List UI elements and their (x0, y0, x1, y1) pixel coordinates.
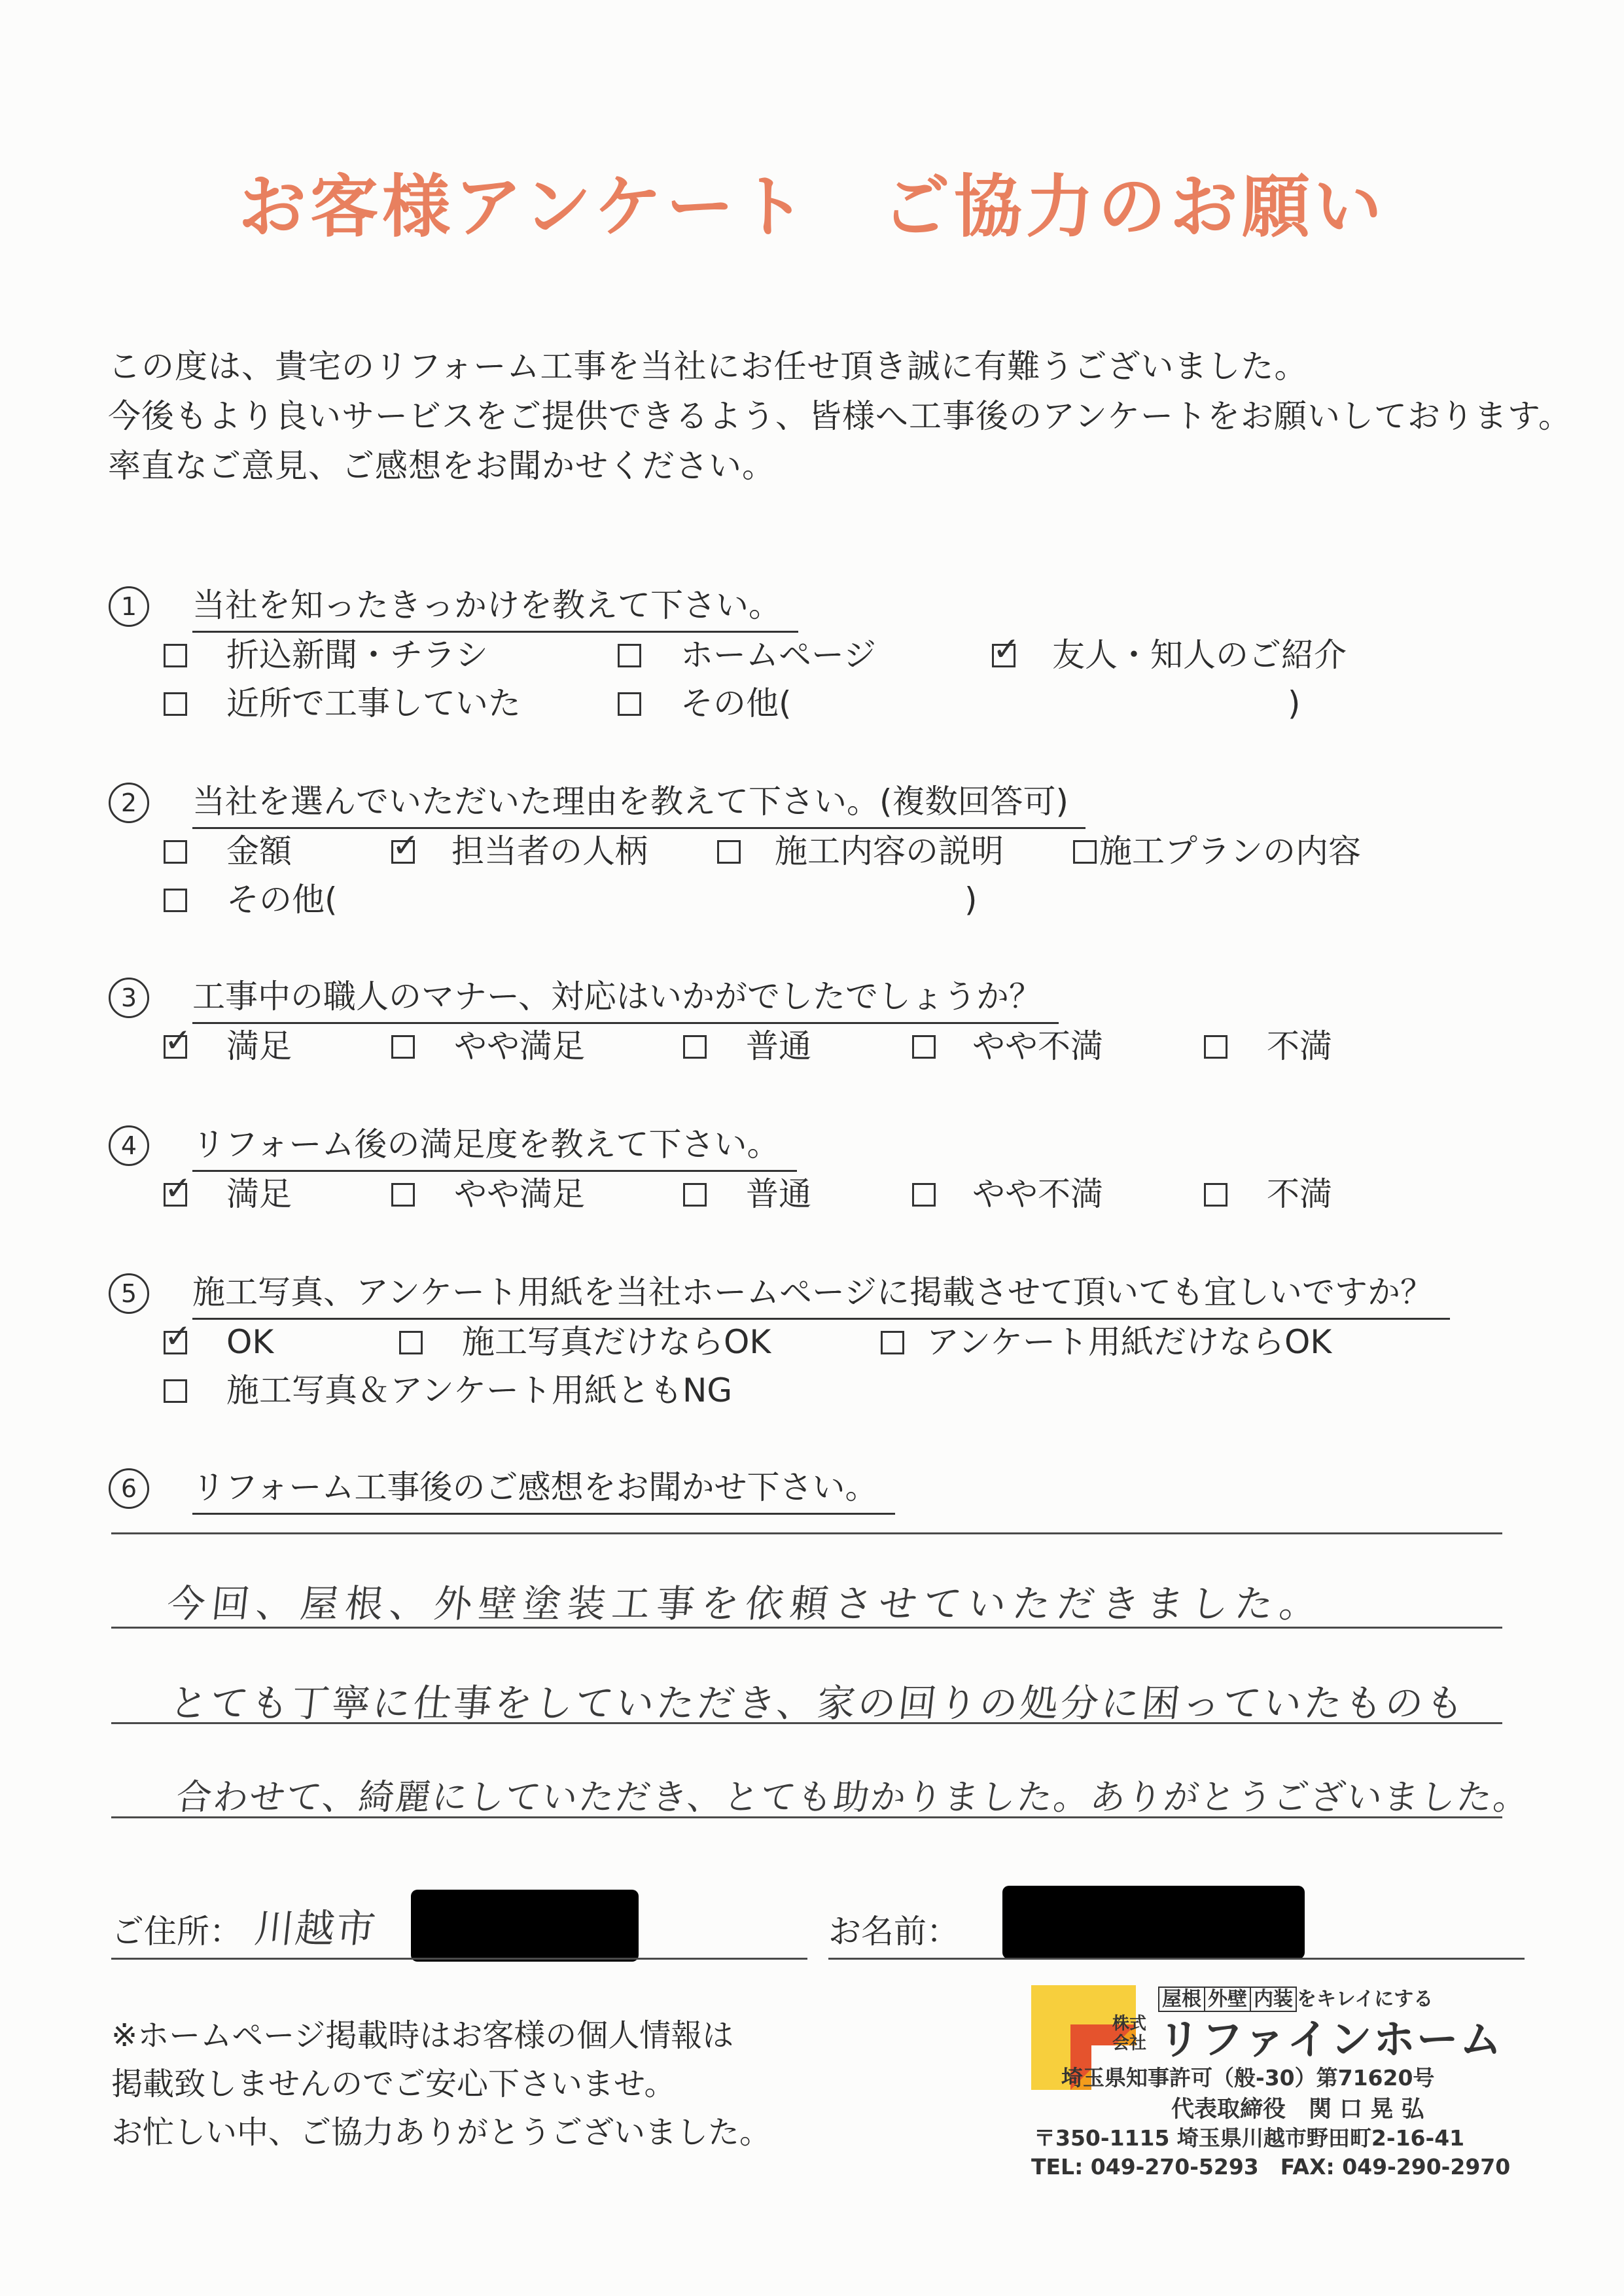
option-label: 折込新聞・チラシ (226, 636, 488, 674)
checkbox[interactable] (1204, 1035, 1227, 1059)
checkbox[interactable] (881, 1331, 904, 1354)
option-label: 施工写真だけならOK (462, 1323, 771, 1361)
checkbox[interactable] (391, 1183, 415, 1207)
company-representative: 代表取締役 関 口 晃 弘 (1171, 2096, 1424, 2123)
option-label: 友人・知人のご紹介 (1052, 636, 1347, 674)
intro-line-2: 今後もより良いサービスをご提供できるよう、皆様へ工事後のアンケートをお願いしております。 (108, 397, 1572, 435)
checkbox[interactable] (717, 840, 741, 864)
question-text: 当社を選んでいただいた理由を教えて下さい。(複数回答可) (192, 780, 1086, 829)
name-line (828, 1958, 1525, 1960)
tagline-text: をキレイにする (1297, 1988, 1434, 2011)
question-number: 3 (109, 978, 149, 1018)
checkbox[interactable] (1204, 1183, 1227, 1207)
checkbox[interactable] (164, 692, 187, 716)
option-label: 近所で工事していた (226, 684, 521, 722)
answer-handwriting-3: 合わせて、綺麗にしていただき、とても助かりました。ありがとうございました。 (174, 1776, 1532, 1818)
checkbox-checked[interactable] (164, 1169, 192, 1207)
option-label: やや不満 (972, 1027, 1103, 1065)
question-1 (109, 584, 1548, 636)
answer-handwriting-2: とても丁寧に仕事をしていただき、家の回りの処分に困っていたものも (167, 1681, 1469, 1725)
option-label: やや満足 (454, 1027, 585, 1065)
option-label: 不満 (1267, 1175, 1332, 1213)
option-label: 金額 (226, 832, 292, 870)
question-3 (109, 975, 1548, 1027)
q1-other-close: ) (1288, 684, 1301, 722)
intro-line-3: 率直なご意見、ご感想をお聞かせください。 (108, 447, 775, 485)
note-line-3: お忙しい中、ご協力ありがとうございました。 (111, 2114, 771, 2151)
checkbox[interactable] (164, 889, 187, 912)
option-label: 施工内容の説明 (775, 832, 1004, 870)
address-label: ご住所： (111, 1913, 242, 1951)
checkbox[interactable] (164, 1379, 187, 1403)
question-number: 4 (109, 1125, 149, 1166)
option-label: 普通 (746, 1175, 811, 1213)
option-label: 普通 (746, 1027, 811, 1065)
address-line (111, 1958, 807, 1960)
option-label: 施工写真＆アンケート用紙ともNG (226, 1371, 733, 1409)
question-4 (109, 1123, 1548, 1175)
checkbox-checked[interactable] (164, 1021, 192, 1059)
name-label: お名前： (828, 1913, 959, 1951)
question-text: 施工写真、アンケート用紙を当社ホームページに掲載させて頂いても宜しいですか？ (192, 1271, 1450, 1320)
option-label: その他( (680, 684, 792, 722)
note-line-2: 掲載致しませんのでご安心下さいませ。 (111, 2066, 676, 2102)
checkbox[interactable] (399, 1331, 423, 1354)
option-label: 施工プランの内容 (1099, 832, 1361, 870)
question-6 (109, 1466, 1548, 1518)
option-label: 担当者の人柄 (451, 832, 648, 870)
company-corp-type: 株式会社 (1112, 2014, 1147, 2053)
option-label: 不満 (1267, 1027, 1332, 1065)
check-mark-icon: ✓ (164, 1021, 192, 1059)
address-redaction (411, 1890, 639, 1962)
option-label: 満足 (226, 1175, 292, 1213)
checkbox[interactable] (912, 1183, 936, 1207)
question-number: 1 (109, 586, 149, 627)
question-2 (109, 780, 1548, 832)
option-label: やや満足 (454, 1175, 585, 1213)
checkbox[interactable] (618, 644, 641, 667)
option-label: OK (226, 1323, 274, 1361)
option-label: やや不満 (972, 1175, 1103, 1213)
tagline-box-interior: 内装 (1251, 1987, 1297, 2012)
checkbox[interactable] (164, 644, 187, 667)
checkbox[interactable] (912, 1035, 936, 1059)
question-number: 5 (109, 1273, 149, 1314)
question-text: 工事中の職人のマナー、対応はいかがでしたでしょうか？ (192, 975, 1059, 1024)
checkbox-checked[interactable] (391, 826, 419, 864)
q2-other-close: ) (964, 881, 978, 919)
checkbox[interactable] (164, 840, 187, 864)
check-mark-icon: ✓ (164, 1317, 192, 1355)
checkbox[interactable] (683, 1035, 707, 1059)
question-text: リフォーム工事後のご感想をお聞かせ下さい。 (192, 1466, 895, 1515)
note-line-1: ※ホームページ掲載時はお客様の個人情報は (111, 2017, 734, 2054)
check-mark-icon: ✓ (392, 826, 419, 864)
check-mark-icon: ✓ (993, 630, 1020, 668)
check-mark-icon: ✓ (164, 1169, 192, 1207)
checkbox-checked[interactable] (992, 630, 1020, 668)
question-5 (109, 1271, 1574, 1323)
question-number: 6 (109, 1468, 149, 1509)
company-address: 〒350-1115 埼玉県川越市野田町2-16-41 (1034, 2125, 1465, 2151)
page-title: お客様アンケート ご協力のお願い (238, 167, 1386, 247)
checkbox[interactable] (1073, 840, 1097, 864)
tagline-box-wall: 外壁 (1205, 1987, 1251, 2012)
name-redaction (1002, 1886, 1305, 1959)
checkbox[interactable] (391, 1035, 415, 1059)
option-label: ホームページ (680, 636, 876, 674)
option-label: アンケート用紙だけならOK (927, 1323, 1332, 1361)
question-text: リフォーム後の満足度を教えて下さい。 (192, 1123, 797, 1172)
option-label: 満足 (226, 1027, 292, 1065)
company-name: リファインホーム (1158, 2016, 1503, 2064)
checkbox[interactable] (618, 692, 641, 716)
question-text: 当社を知ったきっかけを教えて下さい。 (192, 584, 798, 633)
checkbox-checked[interactable] (164, 1317, 192, 1355)
company-license: 埼玉県知事許可（般-30）第71620号 (1061, 2065, 1435, 2091)
address-handwriting: 川越市 (252, 1906, 380, 1952)
checkbox[interactable] (683, 1183, 707, 1207)
option-label: その他( (226, 881, 338, 919)
answer-line-top (111, 1532, 1502, 1534)
company-tel-fax: TEL: 049-270-5293 FAX: 049-290-2970 (1031, 2154, 1511, 2180)
question-number: 2 (109, 783, 149, 823)
answer-handwriting-1: 今回、屋根、外壁塗装工事を依頼させていただきました。 (164, 1581, 1327, 1626)
tagline-box-roof: 屋根 (1158, 1987, 1205, 2012)
intro-line-1: この度は、貴宅のリフォーム工事を当社にお任せ頂き誠に有難うございました。 (108, 347, 1308, 385)
